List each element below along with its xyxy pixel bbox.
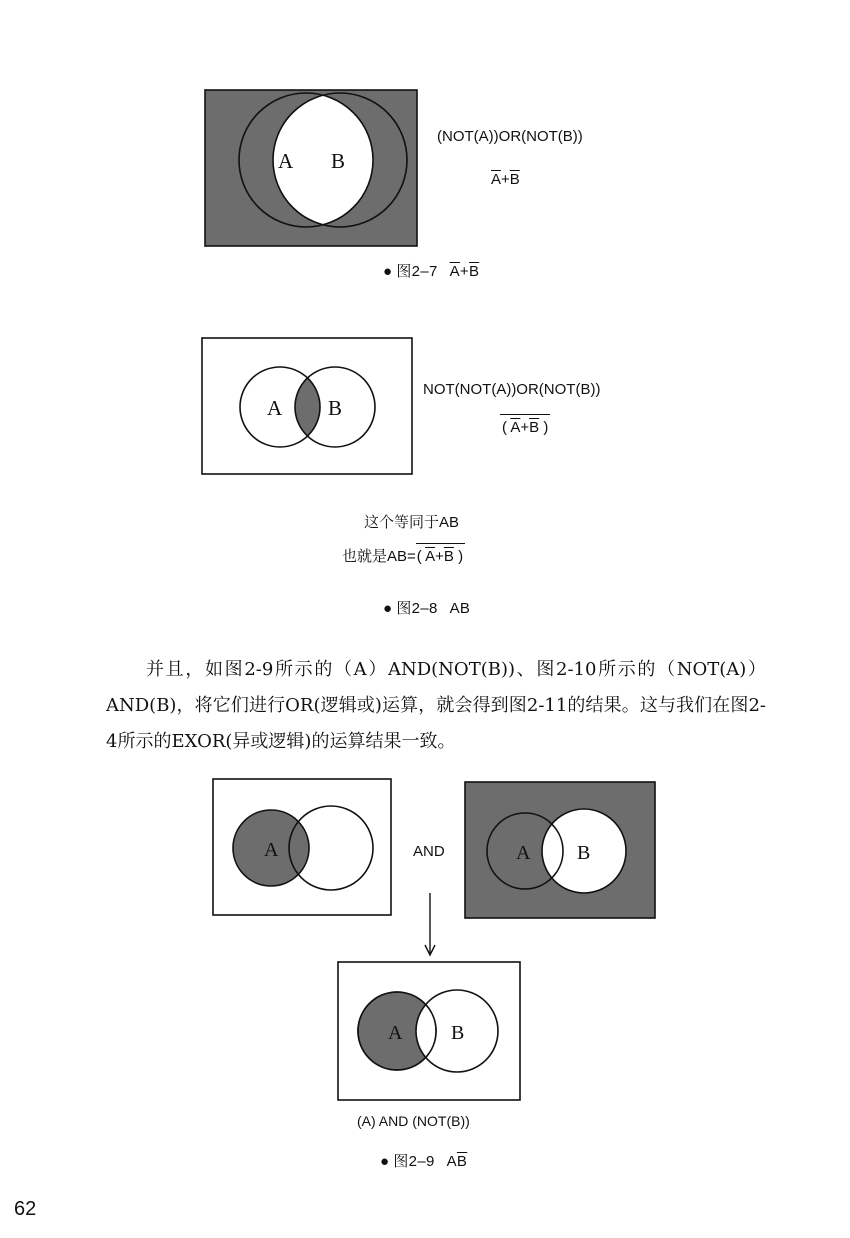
bullet-icon: ●: [380, 1153, 390, 1170]
formula-not-b: $\overline{B}$: [509, 171, 520, 188]
bullet-icon: ●: [383, 263, 393, 280]
caption-number: 图2–9: [393, 1153, 435, 1170]
down-arrow-icon: [420, 893, 440, 959]
caption-number: 图2–7: [396, 263, 438, 280]
venn-diagram-fig-2-9-result: [337, 961, 521, 1101]
fig-2-7-formula: [491, 171, 520, 188]
formula-open-paren: (: [502, 419, 507, 436]
bullet-icon: ●: [383, 600, 393, 617]
venn-diagram-fig-2-7: [204, 89, 418, 247]
formula-not-a: $\overline{A}$: [491, 171, 502, 188]
note-prefix: 也就是AB=: [342, 548, 416, 565]
formula-not-a: $\overline{A}$: [510, 419, 521, 436]
venn-diagram-fig-2-8: [201, 337, 413, 475]
circle-b-label: B: [331, 149, 346, 173]
caption-formula: AB: [449, 600, 471, 617]
fig-2-8-note-line1: 这个等同于AB: [364, 514, 460, 531]
circle-a-label: A: [267, 396, 283, 420]
and-label: AND: [413, 843, 445, 860]
fig-2-8-expression: NOT(NOT(A))OR(NOT(B)): [423, 381, 601, 398]
fig-2-8-caption: [383, 597, 470, 618]
fig-2-8-formula: [500, 414, 550, 436]
formula-close-paren: ): [543, 419, 549, 436]
fig-2-9-result-expression: (A) AND (NOT(B)): [357, 1113, 470, 1129]
formula-op: +: [501, 171, 510, 188]
circle-b-label: B: [451, 1022, 465, 1044]
circle-a-label: A: [388, 1022, 403, 1044]
body-paragraph: [106, 652, 766, 760]
caption-number: 图2–8: [396, 600, 438, 617]
page-number: 62: [14, 1198, 37, 1220]
circle-b-label: B: [328, 396, 343, 420]
circle-a-label: A: [516, 842, 531, 864]
circle-b-label: B: [577, 842, 591, 864]
caption-formula: $A\overline{B}$: [446, 1153, 468, 1170]
circle-a-label: A: [278, 149, 294, 173]
circle-a-label: A: [264, 839, 279, 861]
fig-2-9-caption: [380, 1150, 467, 1171]
caption-formula: $\overline{A}+\overline{B}$: [449, 263, 480, 280]
fig-2-8-note-line2: [342, 543, 465, 566]
fig-2-7-caption: [383, 260, 479, 281]
formula-not-b: $\overline{B}$: [529, 419, 540, 436]
note-formula: ( $\overline{A}+\overline{B}$ ): [416, 543, 465, 565]
venn-diagram-fig-2-9-b: [464, 781, 656, 919]
fig-2-7-expression: (NOT(A))OR(NOT(B)): [437, 128, 583, 145]
formula-op: +: [520, 419, 530, 436]
paragraph-text: 并且，如图2-9所示的（A）AND(NOT(B))、图2-10所示的（NOT(A)）AND(B)，将它们进行OR(逻辑或)运算，就会得到图2-11的结果。这与我们在图2-4所示的EXOR(异或逻辑)的运算结果一致。: [106, 659, 766, 752]
venn-diagram-fig-2-9-a: [212, 778, 392, 916]
